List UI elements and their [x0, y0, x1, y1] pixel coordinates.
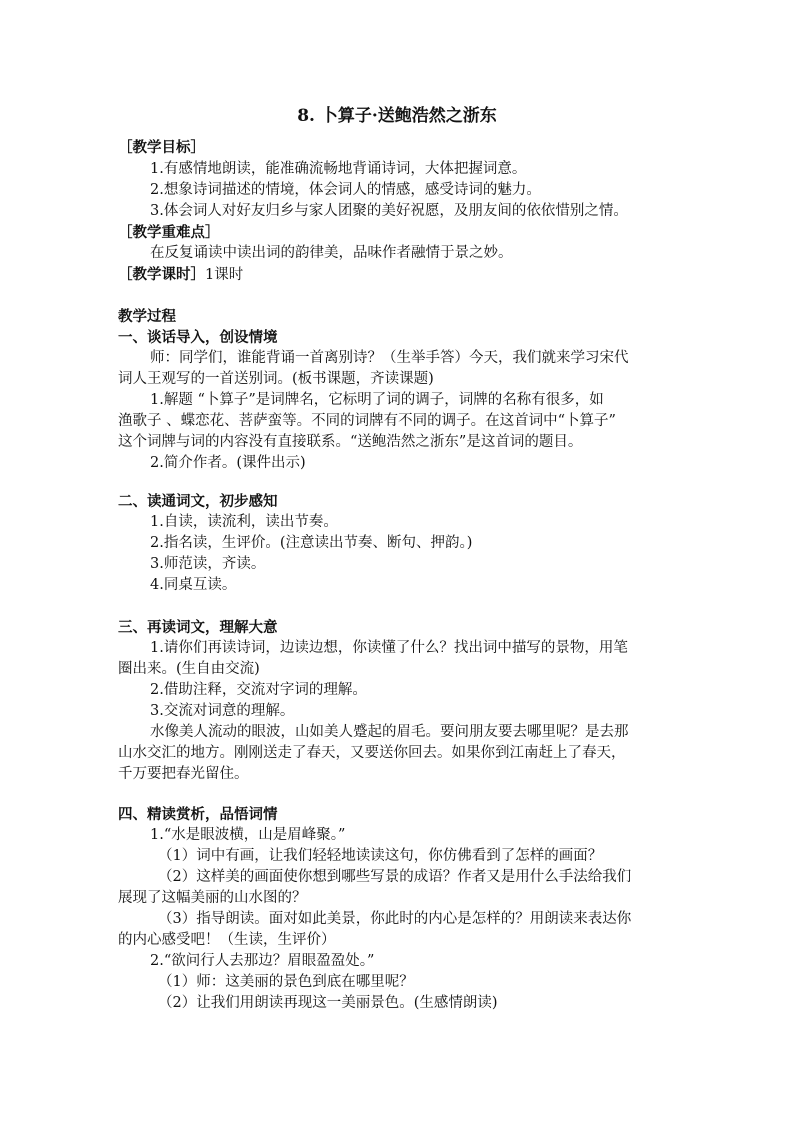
paragraph-line: 3.交流对词意的理解。 [150, 703, 295, 719]
paragraph-line: 展现了这幅美丽的山水图的？ [118, 890, 307, 906]
paragraph-line: 2.“欲问行人去那边？眉眼盈盈处。” [150, 953, 375, 969]
paragraph-line: 1.请你们再读诗词，边读边想，你读懂了什么？找出词中描写的景物，用笔 [150, 640, 628, 656]
paragraph-line: 1.解题 “卜算子”是词牌名，它标明了词的调子，词牌的名称有很多，如 [150, 392, 604, 408]
paragraph-line: （2）让我们用朗读再现这一美丽景色。(生感情朗读) [158, 995, 498, 1011]
paragraph-line: 1.“水是眼波横，山是眉峰聚。” [150, 827, 346, 843]
objectives-heading: ［教学目标］ [118, 139, 205, 156]
paragraph-line: （3）指导朗读。面对如此美景，你此时的内心是怎样的？用朗读来表达你 [158, 911, 632, 927]
hours-heading: ［教学课时］ [118, 266, 205, 283]
section-heading: 二、读通词文，初步感知 [118, 493, 278, 510]
section-heading: 一、谈话导入，创设情境 [118, 329, 278, 346]
objective-item: 1.有感情地朗读，能准确流畅地背诵诗词，大体把握词意。 [150, 161, 527, 177]
process-heading: 教学过程 [118, 308, 176, 325]
paragraph-line: 2.借助注释，交流对字词的理解。 [150, 682, 367, 698]
key-points-heading: ［教学重难点］ [118, 224, 220, 241]
paragraph-line: 2.简介作者。(课件出示) [150, 455, 306, 471]
objective-item: 3.体会词人对好友归乡与家人团聚的美好祝愿，及朋友间的依依惜别之情。 [150, 203, 628, 219]
paragraph-line: （2）这样美的画面使你想到哪些写景的成语？作者又是用什么手法给我们 [158, 869, 632, 885]
paragraph-line: 山水交汇的地方。刚刚送走了春天，又要送你回去。如果你到江南赶上了春天， [118, 745, 626, 761]
list-item: 1.自读，读流利，读出节奏。 [150, 514, 338, 530]
hours-line [118, 264, 243, 286]
paragraph-line: （1）词中有画，让我们轻轻地读读这句，你仿佛看到了怎样的画面？ [158, 848, 603, 864]
paragraph-line: 水像美人流动的眼波，山如美人蹙起的眉毛。要问朋友要去哪里呢？是去那 [150, 724, 629, 740]
key-points-text: 在反复诵读中读出词的韵律美，品味作者融情于景之妙。 [150, 245, 513, 261]
paragraph-line: 千万要把春光留住。 [118, 766, 249, 782]
paragraph-line: 词人王观写的一首送别词。(板书课题，齐读课题) [118, 371, 434, 387]
section-heading: 三、再读词文，理解大意 [118, 619, 278, 636]
objective-item: 2.想象诗词描述的情境，体会词人的情感，感受诗词的魅力。 [150, 182, 541, 198]
document-title: 8. 卜算子·送鲍浩然之浙东 [297, 106, 497, 126]
list-item: 2.指名读，生评价。(注意读出节奏、断句、押韵。) [150, 535, 473, 551]
paragraph-line: 的内心感受吧！（生读，生评价） [118, 932, 336, 948]
paragraph-line: 圈出来。(生自由交流) [118, 661, 260, 677]
paragraph-line: 师：同学们，谁能背诵一首离别诗？（生举手答）今天，我们就来学习宋代 [150, 350, 629, 366]
section-heading: 四、精读赏析，品悟词情 [118, 806, 278, 823]
hours-text: 1课时 [205, 267, 244, 283]
list-item: 4.同桌互读。 [150, 577, 237, 593]
paragraph-line: （1）师：这美丽的景色到底在哪里呢？ [158, 974, 414, 990]
list-item: 3.师范读，齐读。 [150, 556, 266, 572]
paragraph-line: 这个词牌与词的内容没有直接联系。“送鲍浩然之浙东”是这首词的题目。 [118, 434, 583, 450]
paragraph-line: 渔歌子 、蝶恋花、菩萨蛮等。不同的词牌有不同的调子。在这首词中“卜算子” [118, 413, 616, 429]
